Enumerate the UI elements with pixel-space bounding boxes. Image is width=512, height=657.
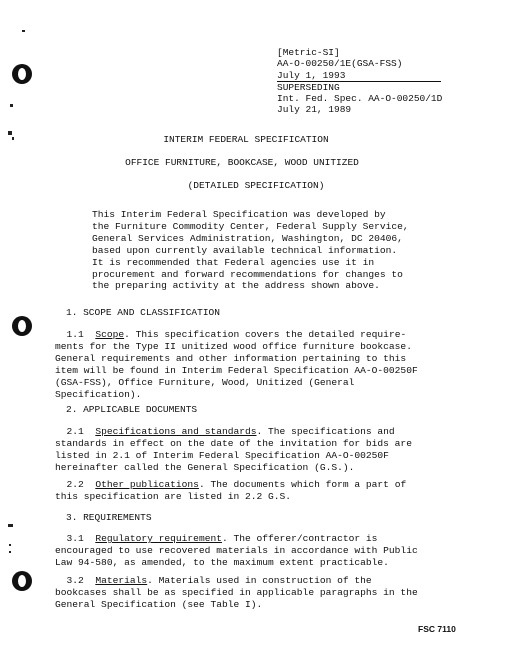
- subject-title: OFFICE FURNITURE, BOOKCASE, WOOD UNITIZED: [125, 157, 359, 168]
- paragraph-number: 1.1: [66, 329, 84, 340]
- document-header: [277, 47, 442, 115]
- punch-hole-middle: [12, 316, 32, 336]
- document-date: July 1, 1993: [277, 71, 441, 82]
- paragraph-line: General requirements and other information pertaining to this: [55, 352, 407, 364]
- paragraph-line: General Specification (see Table I).: [55, 598, 263, 610]
- paragraph-line: listed in 2.1 of Interim Federal Specification AA-O-00250F: [55, 449, 389, 461]
- intro-line: It is recommended that Federal agencies use it in: [92, 256, 375, 268]
- prior-spec: Int. Fed. Spec. AA-O-00250/1D: [277, 92, 443, 104]
- fsc-code: FSC 7110: [418, 624, 456, 634]
- paragraph-line: . This specification covers the detailed require-: [124, 329, 407, 340]
- paragraph-line: hereinafter called the General Specification (G.S.).: [55, 461, 355, 473]
- paragraph-line: this specification are listed in 2.2 G.S.: [55, 490, 292, 502]
- prior-date: July 21, 1989: [277, 104, 352, 116]
- paragraph-line: Specification).: [55, 388, 142, 400]
- spec-type: (DETAILED SPECIFICATION): [187, 180, 325, 191]
- intro-line: based upon currently available technical information.: [92, 244, 398, 256]
- intro-line: the Furniture Commodity Center, Federal Supply Service,: [92, 220, 409, 232]
- main-title: INTERIM FEDERAL SPECIFICATION: [163, 134, 329, 145]
- paragraph-number: 2.2: [66, 479, 84, 490]
- intro-line: This Interim Federal Specification was developed by: [92, 209, 386, 220]
- section-heading-1: 1. SCOPE AND CLASSIFICATION: [66, 307, 220, 318]
- paragraph-title: Specifications and standards: [95, 426, 257, 437]
- paragraph-3-1: [55, 533, 418, 569]
- scan-speck: [9, 551, 11, 553]
- intro-line: General Services Administration, Washington, DC 20406,: [92, 232, 403, 244]
- scan-speck: [8, 524, 13, 527]
- paragraph-number: 3.2: [66, 575, 84, 586]
- paragraph-line: item will be found in Interim Federal Specification AA-O-00250F: [55, 364, 418, 376]
- document-id: AA-O-00250/1E(GSA-FSS): [277, 58, 403, 70]
- paragraph-line: standards in effect on the date of the invitation for bids are: [55, 437, 412, 449]
- paragraph-number: 2.1: [66, 426, 84, 437]
- paragraph-2-2: [55, 479, 406, 503]
- paragraph-line: Law 94-580, as amended, to the maximum extent practicable.: [55, 556, 389, 568]
- punch-hole-bottom: [12, 571, 32, 591]
- paragraph-title: Materials: [95, 575, 148, 586]
- paragraph-line: (GSA-FSS), Office Furniture, Wood, Unitized (General: [55, 376, 355, 388]
- section-heading-3: 3. REQUIREMENTS: [66, 512, 152, 523]
- scan-speck: [10, 104, 13, 107]
- paragraph-title: Other publications: [95, 479, 199, 490]
- paragraph-line: . The documents which form a part of: [198, 479, 407, 490]
- paragraph-2-1: [55, 426, 412, 474]
- paragraph-line: . The offerer/contractor is: [221, 533, 378, 544]
- paragraph-3-2: [55, 575, 418, 611]
- section-heading-2: 2. APPLICABLE DOCUMENTS: [66, 404, 198, 415]
- punch-hole-top: [12, 64, 32, 84]
- scan-speck: [22, 30, 25, 32]
- paragraph-title: Scope: [95, 329, 125, 340]
- paragraph-1-1: [55, 329, 418, 400]
- superseding-label: SUPERSEDING: [277, 81, 340, 93]
- paragraph-line: ments for the Type II unitized wood office furniture bookcase.: [55, 340, 412, 352]
- metric-label: [Metric-SI]: [277, 47, 340, 58]
- intro-paragraph: [92, 209, 409, 292]
- paragraph-line: . Materials used in construction of the: [147, 575, 372, 586]
- paragraph-number: 3.1: [66, 533, 84, 544]
- paragraph-line: bookcases shall be as specified in applicable paragraphs in the: [55, 586, 418, 598]
- paragraph-title: Regulatory requirement: [95, 533, 222, 544]
- intro-line: the preparing activity at the address shown above.: [92, 280, 380, 292]
- scan-speck: [9, 544, 11, 546]
- paragraph-line: . The specifications and: [256, 426, 395, 437]
- intro-line: procurement and forward recommendations for changes to: [92, 268, 403, 280]
- paragraph-line: encouraged to use recovered materials in accordance with Public: [55, 544, 418, 556]
